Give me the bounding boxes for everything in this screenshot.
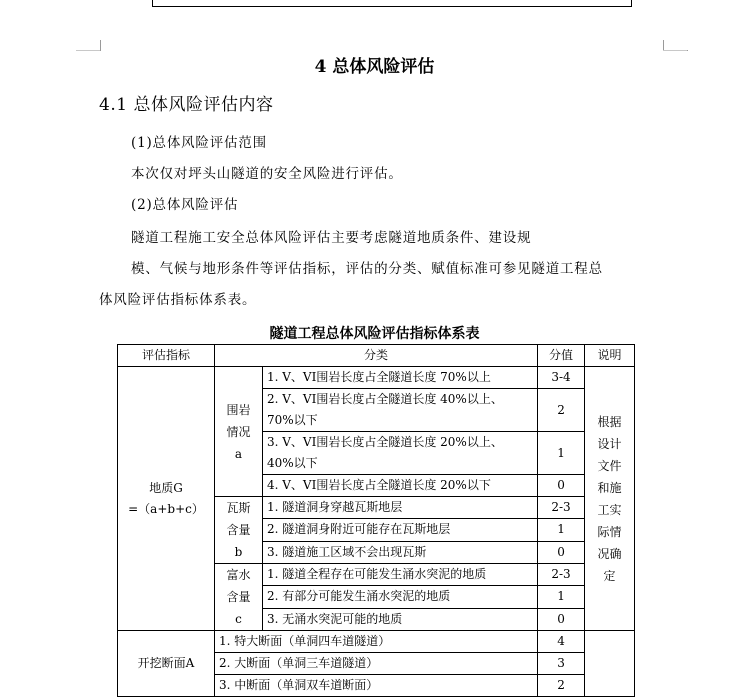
paragraph-scope-title: (1)总体风险评估范围 xyxy=(131,135,267,151)
paragraph-assessment-title: (2)总体风险评估 xyxy=(131,197,239,213)
rock-row-2-score: 2 xyxy=(538,389,585,432)
water-row-1-score: 2-3 xyxy=(538,564,585,586)
rock-row-2-line2: 70%以下 xyxy=(267,413,318,427)
excavation-row-3-text: 3. 中断面（单洞双车道断面） xyxy=(215,675,538,697)
rock-row-2-text xyxy=(263,389,538,432)
water-row-2-text: 2. 有部分可能发生涌水突泥的地质 xyxy=(263,586,538,608)
gas-row-1-score: 2-3 xyxy=(538,497,585,519)
previous-table-bottom-border xyxy=(152,0,632,7)
paragraph-assessment-line2: 模、气候与地形条件等评估指标，评估的分类、赋值标准可参见隧道工程总 xyxy=(131,261,603,277)
table-row xyxy=(118,631,635,653)
water-label-line2: 含量 xyxy=(226,590,251,604)
gas-row-1-text: 1. 隧道洞身穿越瓦斯地层 xyxy=(263,497,538,519)
rock-group-label-cell xyxy=(215,367,263,497)
geology-label-cell xyxy=(118,367,215,631)
excavation-note-cell xyxy=(585,631,635,697)
table-row xyxy=(118,367,635,389)
note-line2: 文件和施 xyxy=(597,458,622,495)
gas-label-line1: 瓦斯 xyxy=(226,501,251,515)
table-caption: 隧道工程总体风险评估指标体系表 xyxy=(269,326,480,342)
rock-row-4-score: 0 xyxy=(538,475,585,497)
subsection-heading: 4.1 总体风险评估内容 xyxy=(99,95,274,115)
gas-row-3-score: 0 xyxy=(538,541,585,563)
rock-row-1-text: 1. V、VI围岩长度占全隧道长度 70%以上 xyxy=(263,367,538,389)
excavation-row-2-text: 2. 大断面（单洞三车道隧道） xyxy=(215,653,538,675)
paragraph-assessment-line3: 体风险评估指标体系表。 xyxy=(99,292,257,308)
gas-label-line3: b xyxy=(234,545,243,559)
note-line4: 况确定 xyxy=(597,546,622,583)
water-row-2-score: 1 xyxy=(538,586,585,608)
excavation-row-3-score: 2 xyxy=(538,675,585,697)
water-row-3-text: 3. 无涌水突泥可能的地质 xyxy=(263,608,538,630)
water-group-label-cell xyxy=(215,564,263,631)
rock-label-line2: 情况 xyxy=(226,424,251,439)
paragraph-scope-text: 本次仅对坪头山隧道的安全风险进行评估。 xyxy=(131,166,403,182)
water-label-line3: c xyxy=(235,612,242,626)
table-header-row xyxy=(118,345,635,367)
note-line3: 工实际情 xyxy=(597,502,622,539)
rock-row-3-line1: 3. V、VI围岩长度占全隧道长度 20%以上、 xyxy=(267,435,503,449)
water-row-3-score: 0 xyxy=(538,608,585,630)
rock-row-3-line2: 40%以下 xyxy=(267,456,318,470)
water-row-1-text: 1. 隧道全程存在可能发生涌水突泥的地质 xyxy=(263,564,538,586)
excavation-label-cell: 开挖断面A xyxy=(118,631,215,697)
risk-index-table xyxy=(117,344,635,697)
note-line1: 根据设计 xyxy=(597,414,622,451)
rock-row-4-text: 4. V、VI围岩长度占全隧道长度 20%以下 xyxy=(263,475,538,497)
water-label-line1: 富水 xyxy=(226,568,251,582)
rock-label-line3: a xyxy=(234,446,243,461)
header-category: 分类 xyxy=(215,345,538,367)
gas-row-2-text: 2. 隧道洞身附近可能存在瓦斯地层 xyxy=(263,519,538,541)
excavation-row-2-score: 3 xyxy=(538,653,585,675)
header-note: 说明 xyxy=(585,345,635,367)
gas-label-line2: 含量 xyxy=(226,523,251,537)
section-heading: 4 总体风险评估 xyxy=(314,57,435,77)
geology-label-line2: =（a+b+c） xyxy=(128,501,204,516)
header-index: 评估指标 xyxy=(118,345,215,367)
rock-row-3-text xyxy=(263,432,538,475)
crop-line-left xyxy=(76,50,100,51)
gas-row-3-text: 3. 隧道施工区域不会出现瓦斯 xyxy=(263,541,538,563)
rock-label-line1: 围岩 xyxy=(226,402,251,417)
note-cell xyxy=(585,367,635,631)
excavation-row-1-text: 1. 特大断面（单洞四车道隧道） xyxy=(215,631,538,653)
crop-line-right xyxy=(663,50,687,51)
header-score: 分值 xyxy=(538,345,585,367)
paragraph-assessment-line1: 隧道工程施工安全总体风险评估主要考虑隧道地质条件、建设规 xyxy=(131,230,532,246)
rock-row-2-line1: 2. V、VI围岩长度占全隧道长度 40%以上、 xyxy=(267,392,503,406)
rock-row-1-score: 3-4 xyxy=(538,367,585,389)
gas-group-label-cell xyxy=(215,497,263,564)
rock-row-3-score: 1 xyxy=(538,432,585,475)
excavation-row-1-score: 4 xyxy=(538,631,585,653)
gas-row-2-score: 1 xyxy=(538,519,585,541)
geology-label-line1: 地质G xyxy=(149,480,183,495)
